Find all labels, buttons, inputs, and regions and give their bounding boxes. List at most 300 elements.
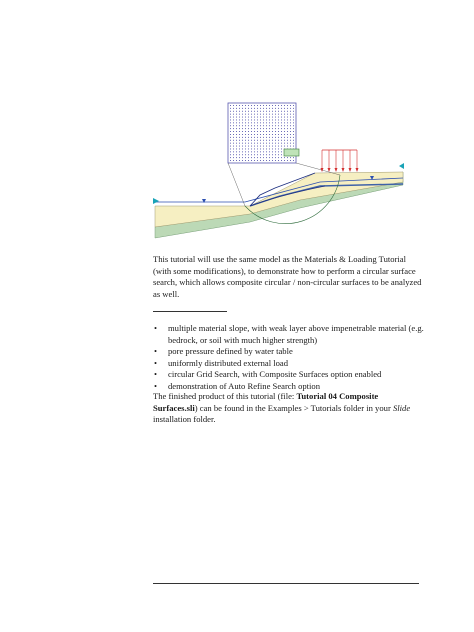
grid-point	[284, 111, 285, 112]
grid-point	[254, 140, 255, 141]
grid-point	[239, 149, 240, 150]
grid-point	[251, 122, 252, 123]
grid-point	[284, 122, 285, 123]
grid-point	[239, 111, 240, 112]
grid-point	[269, 131, 270, 132]
grid-point	[230, 105, 231, 106]
grid-point	[257, 143, 258, 144]
grid-point	[245, 157, 246, 158]
grid-point	[233, 157, 234, 158]
grid-point	[293, 146, 294, 147]
grid-point	[272, 134, 273, 135]
grid-point	[239, 137, 240, 138]
grid-point	[263, 111, 264, 112]
grid-point	[254, 149, 255, 150]
grid-point	[242, 108, 243, 109]
grid-point	[245, 151, 246, 152]
grid-point	[266, 105, 267, 106]
grid-point	[257, 149, 258, 150]
grid-point	[281, 157, 282, 158]
grid-point	[251, 154, 252, 155]
grid-point	[278, 120, 279, 121]
grid-point	[293, 105, 294, 106]
grid-point	[236, 111, 237, 112]
grid-point	[248, 108, 249, 109]
grid-point	[245, 111, 246, 112]
grid-point	[236, 114, 237, 115]
grid-point	[287, 143, 288, 144]
grid-point	[260, 105, 261, 106]
grid-point	[266, 120, 267, 121]
grid-point	[284, 157, 285, 158]
grid-point	[263, 149, 264, 150]
grid-point	[284, 117, 285, 118]
grid-point	[269, 128, 270, 129]
grid-point	[266, 108, 267, 109]
grid-point	[248, 125, 249, 126]
grid-point	[239, 143, 240, 144]
grid-point	[293, 111, 294, 112]
grid-point	[248, 157, 249, 158]
grid-point	[275, 111, 276, 112]
grid-point	[275, 131, 276, 132]
grid-point	[269, 125, 270, 126]
load-arrow-head	[356, 168, 359, 172]
grid-point	[281, 108, 282, 109]
grid-point	[290, 134, 291, 135]
grid-point	[290, 157, 291, 158]
grid-point	[236, 117, 237, 118]
grid-point	[233, 111, 234, 112]
grid-point	[245, 154, 246, 155]
grid-point	[242, 151, 243, 152]
grid-point	[293, 120, 294, 121]
grid-point	[239, 120, 240, 121]
grid-point	[242, 154, 243, 155]
grid-point	[239, 151, 240, 152]
grid-point	[254, 160, 255, 161]
grid-point	[242, 160, 243, 161]
grid-point	[281, 134, 282, 135]
slope-model-figure	[150, 100, 405, 240]
grid-point	[257, 120, 258, 121]
load-arrow-head	[335, 168, 338, 172]
grid-point	[275, 114, 276, 115]
load-arrow-head	[328, 168, 331, 172]
grid-point	[281, 151, 282, 152]
grid-point	[248, 111, 249, 112]
grid-point	[245, 128, 246, 129]
grid-point	[278, 128, 279, 129]
grid-point	[260, 128, 261, 129]
grid-point	[293, 137, 294, 138]
grid-point	[230, 157, 231, 158]
grid-point	[266, 154, 267, 155]
grid-point	[284, 105, 285, 106]
grid-point	[269, 157, 270, 158]
grid-point	[272, 140, 273, 141]
feature-text: uniformly distributed external load	[168, 357, 289, 368]
grid-point	[254, 157, 255, 158]
grid-point	[269, 122, 270, 123]
grid-point	[260, 140, 261, 141]
grid-point	[266, 157, 267, 158]
grid-point	[293, 128, 294, 129]
grid-point	[254, 151, 255, 152]
grid-point	[284, 114, 285, 115]
grid-point	[236, 157, 237, 158]
grid-point	[266, 131, 267, 132]
grid-point	[293, 125, 294, 126]
grid-point	[287, 125, 288, 126]
grid-point	[245, 108, 246, 109]
grid-point	[239, 146, 240, 147]
slope-model-diagram	[150, 100, 405, 240]
grid-point	[242, 137, 243, 138]
grid-point	[278, 114, 279, 115]
grid-point	[266, 160, 267, 161]
grid-point	[230, 140, 231, 141]
feature-list-item	[153, 369, 425, 381]
grid-point	[245, 114, 246, 115]
grid-point	[239, 160, 240, 161]
feature-list-item	[153, 346, 425, 358]
grid-point	[275, 151, 276, 152]
grid-point	[290, 105, 291, 106]
grid-point	[236, 134, 237, 135]
grid-point	[260, 151, 261, 152]
grid-point	[236, 146, 237, 147]
finished-product-paragraph	[153, 391, 425, 426]
grid-point	[275, 128, 276, 129]
grid-point	[236, 154, 237, 155]
grid-point	[284, 140, 285, 141]
grid-point	[251, 131, 252, 132]
grid-point	[236, 137, 237, 138]
grid-point	[230, 120, 231, 121]
grid-point	[281, 146, 282, 147]
grid-point	[263, 125, 264, 126]
grid-point	[272, 151, 273, 152]
grid-point	[278, 131, 279, 132]
grid-point	[257, 105, 258, 106]
grid-point	[245, 143, 246, 144]
grid-point	[290, 122, 291, 123]
grid-point	[281, 160, 282, 161]
grid-point	[287, 120, 288, 121]
grid-point	[260, 160, 261, 161]
load-arrow-head	[349, 168, 352, 172]
grid-point	[287, 131, 288, 132]
grid-point	[263, 154, 264, 155]
grid-point	[281, 128, 282, 129]
grid-point	[263, 146, 264, 147]
grid-point	[269, 108, 270, 109]
grid-point	[263, 108, 264, 109]
grid-point	[233, 149, 234, 150]
distributed-load-arrows	[321, 150, 359, 172]
grid-point	[260, 154, 261, 155]
grid-point	[290, 114, 291, 115]
grid-point	[242, 146, 243, 147]
grid-point	[248, 105, 249, 106]
grid-point	[257, 128, 258, 129]
grid-point	[254, 122, 255, 123]
grid-point	[233, 114, 234, 115]
grid-point	[251, 105, 252, 106]
grid-point	[272, 154, 273, 155]
grid-point	[278, 146, 279, 147]
grid-point	[251, 137, 252, 138]
grid-point	[272, 131, 273, 132]
grid-point	[257, 108, 258, 109]
load-arrow-head	[342, 168, 345, 172]
grid-point	[278, 157, 279, 158]
grid-point	[233, 117, 234, 118]
grid-point	[236, 149, 237, 150]
grid-point	[275, 137, 276, 138]
grid-point	[233, 143, 234, 144]
grid-point	[242, 143, 243, 144]
grid-point	[254, 111, 255, 112]
grid-point	[257, 151, 258, 152]
grid-point	[287, 134, 288, 135]
grid-point	[269, 137, 270, 138]
grid-point	[284, 137, 285, 138]
grid-point	[260, 122, 261, 123]
grid-point	[260, 131, 261, 132]
grid-point	[230, 134, 231, 135]
grid-point	[242, 125, 243, 126]
grid-point	[242, 149, 243, 150]
grid-point	[257, 160, 258, 161]
grid-point	[293, 134, 294, 135]
grid-point	[257, 154, 258, 155]
grid-point	[290, 117, 291, 118]
grid-point	[263, 120, 264, 121]
grid-point	[293, 114, 294, 115]
grid-point	[293, 117, 294, 118]
grid-point	[254, 114, 255, 115]
grid-point	[245, 140, 246, 141]
grid-point	[278, 149, 279, 150]
grid-point	[269, 134, 270, 135]
grid-point	[269, 154, 270, 155]
finished-text-before: The finished product of this tutorial (file:	[153, 391, 297, 401]
grid-point	[266, 134, 267, 135]
grid-point	[248, 117, 249, 118]
grid-point	[287, 105, 288, 106]
grid-point	[257, 131, 258, 132]
grid-point	[242, 111, 243, 112]
grid-point	[260, 157, 261, 158]
grid-point	[275, 105, 276, 106]
grid-point	[263, 143, 264, 144]
grid-point	[281, 137, 282, 138]
grid-point	[278, 122, 279, 123]
grid-point	[266, 114, 267, 115]
grid-point	[269, 151, 270, 152]
grid-point	[254, 128, 255, 129]
grid-point	[281, 125, 282, 126]
grid-point	[287, 108, 288, 109]
grid-point	[230, 137, 231, 138]
grid-point	[269, 120, 270, 121]
grid-point	[281, 154, 282, 155]
grid-point	[248, 154, 249, 155]
grid-point	[287, 117, 288, 118]
grid-point	[251, 151, 252, 152]
grid-point	[281, 117, 282, 118]
grid-point	[284, 128, 285, 129]
grid-point	[266, 146, 267, 147]
grid-point	[233, 122, 234, 123]
bullet-glyph: •	[154, 380, 158, 391]
grid-point	[275, 134, 276, 135]
grid-point	[230, 125, 231, 126]
grid-point	[278, 134, 279, 135]
critical-center-marker	[284, 149, 299, 156]
grid-point	[293, 143, 294, 144]
bullet-glyph: •	[154, 369, 158, 380]
grid-point	[254, 108, 255, 109]
grid-point	[278, 160, 279, 161]
grid-point	[266, 151, 267, 152]
grid-point	[272, 122, 273, 123]
grid-point	[239, 157, 240, 158]
grid-point	[245, 105, 246, 106]
grid-point	[263, 137, 264, 138]
grid-point	[260, 125, 261, 126]
grid-point	[263, 122, 264, 123]
grid-point	[233, 160, 234, 161]
grid-point	[248, 128, 249, 129]
grid-point	[251, 134, 252, 135]
grid-point	[272, 143, 273, 144]
grid-point	[278, 108, 279, 109]
grid-point	[275, 157, 276, 158]
grid-point	[263, 157, 264, 158]
grid-point	[251, 146, 252, 147]
anchor-marker-left	[153, 198, 159, 204]
grid-point	[266, 117, 267, 118]
grid-point	[275, 108, 276, 109]
grid-point	[239, 140, 240, 141]
grid-point	[251, 108, 252, 109]
grid-point	[269, 149, 270, 150]
grid-point	[272, 146, 273, 147]
grid-point	[290, 128, 291, 129]
grid-point	[257, 114, 258, 115]
grid-point	[230, 143, 231, 144]
grid-point	[245, 137, 246, 138]
grid-point	[278, 111, 279, 112]
grid-point	[281, 111, 282, 112]
grid-point	[251, 157, 252, 158]
grid-point	[260, 146, 261, 147]
grid-point	[293, 140, 294, 141]
grid-point	[266, 122, 267, 123]
grid-point	[242, 114, 243, 115]
grid-point	[284, 160, 285, 161]
grid-point	[233, 105, 234, 106]
footer-rule	[153, 583, 419, 584]
grid-point	[245, 125, 246, 126]
grid-point	[272, 157, 273, 158]
grid-point	[239, 125, 240, 126]
grid-point	[284, 134, 285, 135]
grid-point	[290, 120, 291, 121]
grid-point	[281, 105, 282, 106]
grid-point	[248, 140, 249, 141]
grid-point	[287, 146, 288, 147]
grid-point	[290, 137, 291, 138]
grid-point	[251, 114, 252, 115]
grid-point	[230, 149, 231, 150]
grid-point	[236, 151, 237, 152]
grid-point	[248, 131, 249, 132]
grid-point	[242, 105, 243, 106]
grid-point	[233, 146, 234, 147]
grid-point	[230, 111, 231, 112]
grid-point	[269, 111, 270, 112]
grid-point	[275, 149, 276, 150]
grid-point	[257, 140, 258, 141]
grid-point	[287, 122, 288, 123]
grid-point	[263, 160, 264, 161]
grid-point	[233, 151, 234, 152]
grid-point	[287, 114, 288, 115]
grid-point	[248, 146, 249, 147]
grid-point	[239, 154, 240, 155]
grid-point	[269, 146, 270, 147]
grid-point	[290, 131, 291, 132]
grid-point	[245, 160, 246, 161]
grid-point	[251, 128, 252, 129]
grid-point	[236, 108, 237, 109]
finished-text-end: installation folder.	[153, 414, 216, 425]
grid-point	[260, 108, 261, 109]
grid-point	[242, 134, 243, 135]
grid-point	[260, 149, 261, 150]
grid-point	[230, 128, 231, 129]
grid-point	[230, 151, 231, 152]
grid-point	[248, 120, 249, 121]
grid-point	[290, 111, 291, 112]
grid-point	[239, 134, 240, 135]
grid-point	[236, 105, 237, 106]
grid-point	[272, 114, 273, 115]
grid-point	[272, 128, 273, 129]
grid-point	[230, 114, 231, 115]
grid-point	[248, 114, 249, 115]
grid-point	[275, 140, 276, 141]
grid-point	[239, 122, 240, 123]
grid-point	[266, 140, 267, 141]
grid-point	[239, 114, 240, 115]
bullet-glyph: •	[154, 346, 158, 357]
grid-point	[269, 140, 270, 141]
grid-point	[254, 137, 255, 138]
feature-text: multiple material slope, with weak layer above impenetrable material (e.g. bedrock, or soil with much higher strength)	[168, 323, 424, 345]
grid-point	[251, 140, 252, 141]
grid-point	[278, 143, 279, 144]
grid-point	[257, 125, 258, 126]
grid-point	[278, 125, 279, 126]
grid-point	[263, 128, 264, 129]
grid-point	[236, 131, 237, 132]
tutorial-file-name: Tutorial 04 Composite Surfaces.sli	[153, 391, 379, 413]
